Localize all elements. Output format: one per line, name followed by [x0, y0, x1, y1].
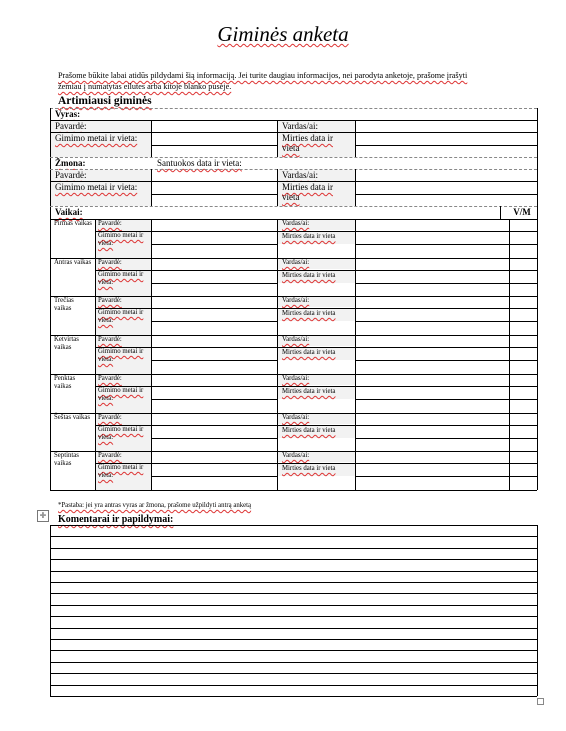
table-rule	[277, 374, 278, 413]
table-rule	[95, 296, 96, 335]
table-rule	[50, 685, 537, 686]
table-rule	[95, 413, 96, 451]
table-rule	[500, 206, 501, 219]
table-rule	[151, 219, 152, 258]
table-rule	[277, 413, 278, 451]
table-rule	[509, 335, 510, 374]
table-rule	[509, 219, 510, 258]
child-surname-label-5: Pavardė:	[98, 375, 122, 382]
table-rule	[151, 244, 277, 245]
table-rule	[277, 296, 278, 335]
table-rule	[151, 321, 277, 322]
child-surname-label-3: Pavardė:	[98, 297, 122, 304]
wife-death-label: Mirties data ir vieta	[282, 182, 333, 202]
table-rule	[95, 335, 96, 374]
table-rule	[50, 536, 537, 537]
child-surname-label-2: Pavardė:	[98, 259, 122, 266]
child-firstname-label-2: Vardas/ai:	[282, 259, 310, 266]
table-rule	[355, 451, 356, 490]
child-ordinal-3: Trečias vaikas	[54, 297, 74, 312]
intro-text: Prašome būkite labai atidūs pildydami šią informaciją. Jei turite daugiau informacijos, nei parodyta anketoje, prašome įrašyti žemiau į numatytas eilutes arba kitoje blanko pusėje.	[58, 71, 468, 91]
relatives-heading: Artimiausi giminės	[58, 95, 152, 107]
child-birth-label-2: Gimimo metai ir vieta:	[98, 271, 144, 286]
table-rule	[50, 593, 537, 594]
table-rule	[355, 374, 356, 413]
table-rule	[355, 120, 356, 157]
child-ordinal-1: Pirmas vaikas	[54, 220, 92, 227]
child-surname-label-4: Pavardė:	[98, 336, 122, 343]
child-ordinal-6: Šeštas vaikas	[54, 414, 91, 421]
table-rule	[151, 413, 152, 451]
table-rule	[277, 258, 278, 296]
table-rule	[95, 308, 537, 309]
table-rule	[50, 650, 537, 651]
table-rule	[277, 335, 278, 374]
table-rule	[50, 639, 537, 640]
table-rule	[509, 258, 510, 296]
table-rule	[151, 296, 152, 335]
wife-label: Žmona:	[55, 158, 86, 168]
table-rule	[151, 335, 152, 374]
table-rule	[151, 258, 152, 296]
dashed-rule	[50, 157, 537, 158]
child-death-label-5: Mirties data ir vieta	[282, 388, 336, 395]
child-firstname-label-7: Vardas/ai:	[282, 452, 310, 459]
child-surname-label-1: Pavardė:	[98, 220, 122, 227]
child-death-label-2: Mirties data ir vieta	[282, 272, 336, 279]
table-rule	[151, 374, 152, 413]
table-rule	[50, 559, 537, 560]
child-birth-label-4: Gimimo metai ir vieta:	[98, 348, 144, 363]
page-title: Giminės anketa	[217, 22, 349, 46]
table-rule	[151, 120, 152, 157]
table-rule	[50, 696, 537, 697]
table-rule	[355, 413, 356, 451]
table-rule	[95, 374, 96, 413]
wife-marriage-label: Santuokos data ir vieta:	[157, 158, 242, 168]
table-rule	[151, 438, 277, 439]
dashed-rule	[50, 108, 537, 109]
wife-birth-label: Gimimo metai ir vieta:	[55, 182, 138, 192]
table-rule	[50, 548, 537, 549]
table-rule	[151, 399, 277, 400]
table-rule	[50, 605, 537, 606]
husband-firstname-label: Vardas/ai:	[282, 121, 318, 131]
child-firstname-label-6: Vardas/ai:	[282, 414, 310, 421]
table-rule	[355, 335, 356, 374]
table-rule	[509, 374, 510, 413]
table-rule	[151, 194, 277, 195]
table-rule	[50, 673, 537, 674]
child-ordinal-5: Penktas vaikas	[54, 375, 76, 390]
child-ordinal-7: Septintas vaikas	[54, 452, 79, 467]
resize-handle-icon[interactable]	[537, 698, 544, 705]
comments-heading: Komentarai ir papildymai:	[58, 514, 174, 525]
husband-label: Vyras:	[55, 109, 81, 119]
child-birth-label-1: Gimimo metai ir vieta:	[98, 232, 144, 247]
table-rule	[151, 360, 277, 361]
table-rule	[95, 425, 537, 426]
table-rule	[277, 169, 278, 206]
table-rule	[355, 219, 356, 258]
table-rule	[355, 145, 537, 146]
child-surname-label-6: Pavardė:	[98, 414, 122, 421]
child-death-label-3: Mirties data ir vieta	[282, 310, 336, 317]
table-rule	[509, 296, 510, 335]
table-rule	[537, 525, 538, 696]
table-rule	[509, 413, 510, 451]
table-rule	[151, 476, 277, 477]
table-rule	[95, 258, 96, 296]
table-rule	[50, 490, 537, 491]
child-firstname-label-4: Vardas/ai:	[282, 336, 310, 343]
table-rule	[50, 582, 537, 583]
husband-surname-label: Pavardė:	[55, 121, 87, 131]
table-rule	[95, 451, 96, 490]
note-text: *Pastaba: jei yra antras vyras ar žmona, prašome užpildyti antrą anketą	[58, 502, 252, 509]
table-rule	[537, 108, 538, 490]
child-death-label-7: Mirties data ir vieta	[282, 465, 336, 472]
table-rule	[95, 463, 537, 464]
table-rule	[50, 525, 537, 526]
child-firstname-label-1: Vardas/ai:	[282, 220, 310, 227]
table-rule	[50, 662, 537, 663]
table-rule	[151, 451, 152, 490]
table-rule	[509, 451, 510, 490]
child-death-label-4: Mirties data ir vieta	[282, 349, 336, 356]
child-death-label-6: Mirties data ir vieta	[282, 427, 336, 434]
move-handle-icon[interactable]: ✛	[37, 510, 49, 522]
child-birth-label-3: Gimimo metai ir vieta:	[98, 309, 144, 324]
children-label: Vaikai:	[55, 207, 83, 217]
wife-surname-label: Pavardė:	[55, 170, 87, 180]
table-rule	[50, 108, 51, 490]
husband-birth-label: Gimimo metai ir vieta:	[55, 133, 138, 143]
husband-death-label: Mirties data ir vieta	[282, 133, 333, 153]
table-rule	[355, 258, 356, 296]
table-rule	[95, 231, 537, 232]
child-ordinal-2: Antras vaikas	[54, 259, 92, 266]
table-rule	[277, 451, 278, 490]
table-rule	[355, 169, 356, 206]
child-birth-label-7: Gimimo metai ir vieta:	[98, 464, 144, 479]
child-firstname-label-3: Vardas/ai:	[282, 297, 310, 304]
table-rule	[50, 571, 537, 572]
table-rule	[277, 219, 278, 258]
wife-firstname-label: Vardas/ai:	[282, 170, 318, 180]
table-rule	[95, 347, 537, 348]
table-rule	[151, 283, 277, 284]
child-ordinal-4: Ketvirtas vaikas	[54, 336, 79, 351]
table-rule	[95, 386, 537, 387]
table-rule	[50, 525, 51, 696]
dashed-rule	[50, 206, 537, 207]
table-rule	[355, 194, 537, 195]
child-birth-label-6: Gimimo metai ir vieta:	[98, 426, 144, 441]
table-rule	[151, 169, 152, 206]
child-firstname-label-5: Vardas/ai:	[282, 375, 310, 382]
child-death-label-1: Mirties data ir vieta	[282, 233, 336, 240]
table-rule	[277, 120, 278, 157]
table-rule	[50, 628, 537, 629]
table-rule	[95, 270, 537, 271]
sex-column-header: V/M	[513, 207, 531, 217]
table-rule	[151, 145, 277, 146]
child-surname-label-7: Pavardė:	[98, 452, 122, 459]
table-rule	[95, 219, 96, 258]
table-rule	[50, 616, 537, 617]
table-rule	[355, 296, 356, 335]
child-birth-label-5: Gimimo metai ir vieta:	[98, 387, 144, 402]
